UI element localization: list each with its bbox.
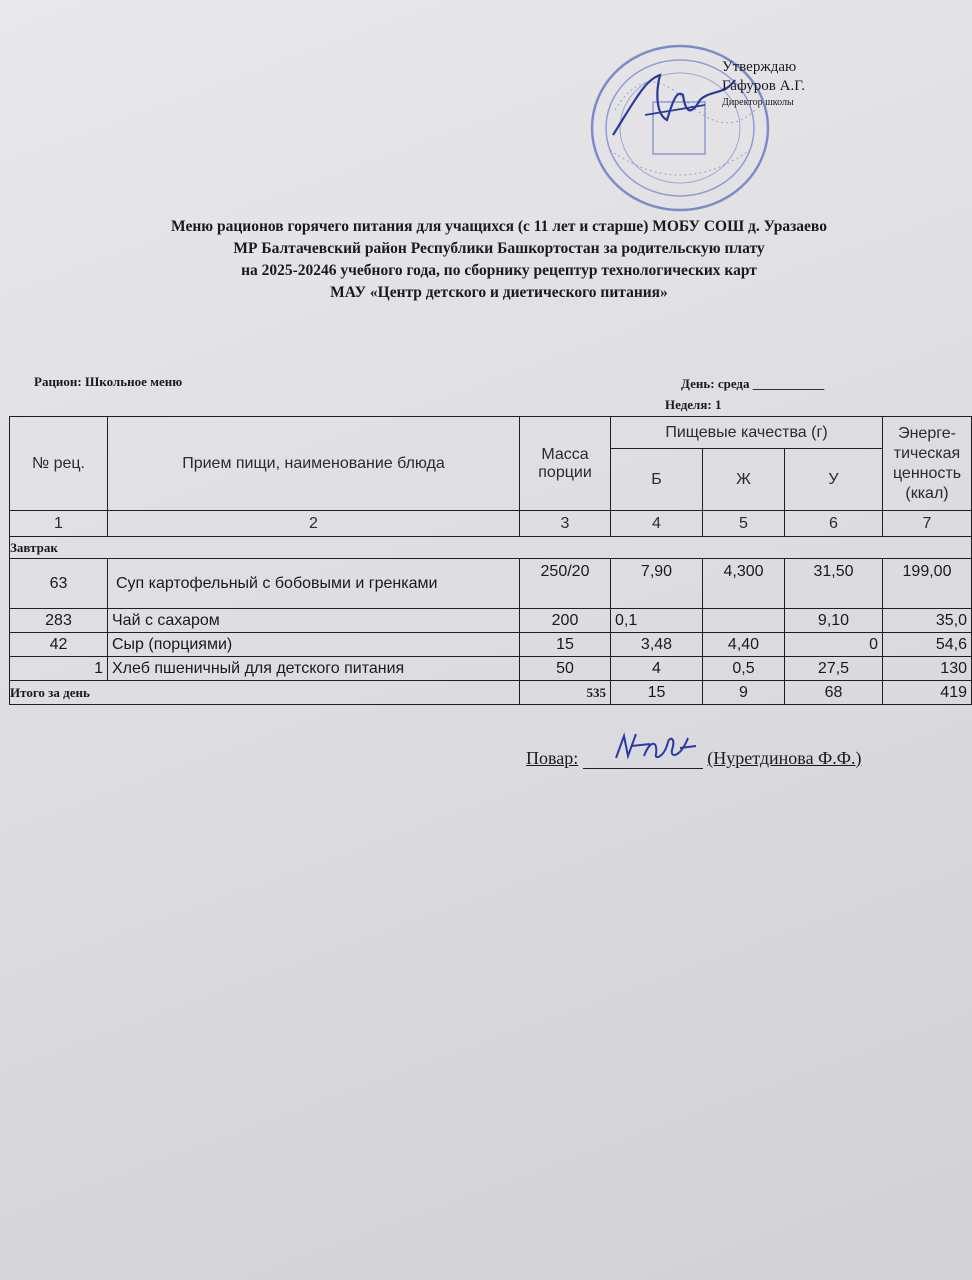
total-kcal: 419: [883, 681, 972, 705]
section-row: [10, 537, 972, 559]
day-label: День: среда ___________: [681, 376, 825, 391]
title-line-3: на 2025-20246 учебного года, по сборнику рецептур технологических карт: [241, 262, 757, 279]
header-nutrition: Пищевые качества (г): [611, 417, 883, 449]
approval-block: [722, 58, 805, 110]
row-kcal: 199,00: [883, 559, 972, 609]
table-row: [10, 633, 972, 657]
total-u: 68: [785, 681, 883, 705]
director-name: Гафуров А.Г.: [722, 78, 805, 94]
table-row: [10, 559, 972, 609]
row-u: 31,50: [785, 559, 883, 609]
title-line-4: МАУ «Центр детского и диетического питания»: [330, 284, 668, 301]
table-row: [10, 657, 972, 681]
cook-label: Повар:: [526, 748, 579, 768]
document-title: [40, 216, 958, 304]
row-num: 1: [10, 657, 108, 681]
row-kcal: 130: [883, 657, 972, 681]
col-number-7: 7: [883, 511, 972, 537]
row-u: 9,10: [785, 609, 883, 633]
title-line-2: МР Балтачевский район Республики Башкортостан за родительскую плату: [233, 240, 765, 257]
header-num: № рец.: [10, 417, 108, 511]
director-title: Директор школы: [722, 97, 794, 108]
row-kcal: 35,0: [883, 609, 972, 633]
total-row: [10, 681, 972, 705]
col-number-5: 5: [703, 511, 785, 537]
row-dish: Хлеб пшеничный для детского питания: [108, 657, 520, 681]
col-number-3: 3: [520, 511, 611, 537]
header-zh: Ж: [703, 449, 785, 511]
row-num: 42: [10, 633, 108, 657]
row-u: 27,5: [785, 657, 883, 681]
row-dish: Чай с сахаром: [108, 609, 520, 633]
col-number-1: 1: [10, 511, 108, 537]
header-b: Б: [611, 449, 703, 511]
cook-name: (Нуретдинова Ф.Ф.): [707, 748, 862, 768]
total-zh: 9: [703, 681, 785, 705]
row-b: 3,48: [611, 633, 703, 657]
col-number-6: 6: [785, 511, 883, 537]
row-num: 283: [10, 609, 108, 633]
row-dish: Суп картофельный с бобовыми и гренками: [108, 559, 520, 609]
total-label: Итого за день: [10, 681, 520, 705]
total-mass: 535: [520, 681, 611, 705]
header-mass: Масса порции: [520, 417, 611, 511]
title-line-1: Меню рационов горячего питания для учащихся (с 11 лет и старше) МОБУ СОШ д. Уразаево: [171, 218, 827, 235]
row-dish: Сыр (порциями): [108, 633, 520, 657]
table-row: [10, 609, 972, 633]
row-u: 0: [785, 633, 883, 657]
approval-label: Утверждаю: [722, 59, 797, 75]
row-mass: 50: [520, 657, 611, 681]
header-row-1: [10, 417, 972, 449]
row-zh: 4,300: [703, 559, 785, 609]
cook-handwritten-signature: [610, 728, 700, 768]
row-mass: 15: [520, 633, 611, 657]
row-mass: 250/20: [520, 559, 611, 609]
col-number-4: 4: [611, 511, 703, 537]
ration-label: Рацион: Школьное меню: [34, 374, 183, 389]
col-number-2: 2: [108, 511, 520, 537]
row-zh: 0,5: [703, 657, 785, 681]
row-b: 4: [611, 657, 703, 681]
row-b: 0,1: [611, 609, 703, 633]
row-num: 63: [10, 559, 108, 609]
menu-table: [9, 416, 972, 705]
row-b: 7,90: [611, 559, 703, 609]
row-zh: [703, 609, 785, 633]
header-u: У: [785, 449, 883, 511]
header-dish: Прием пищи, наименование блюда: [108, 417, 520, 511]
column-number-row: [10, 511, 972, 537]
week-label: Неделя: 1: [665, 397, 722, 412]
row-mass: 200: [520, 609, 611, 633]
section-label: Завтрак: [10, 537, 972, 559]
row-zh: 4,40: [703, 633, 785, 657]
total-b: 15: [611, 681, 703, 705]
header-energy: Энерге-тическая ценность (ккал): [883, 417, 972, 511]
row-kcal: 54,6: [883, 633, 972, 657]
